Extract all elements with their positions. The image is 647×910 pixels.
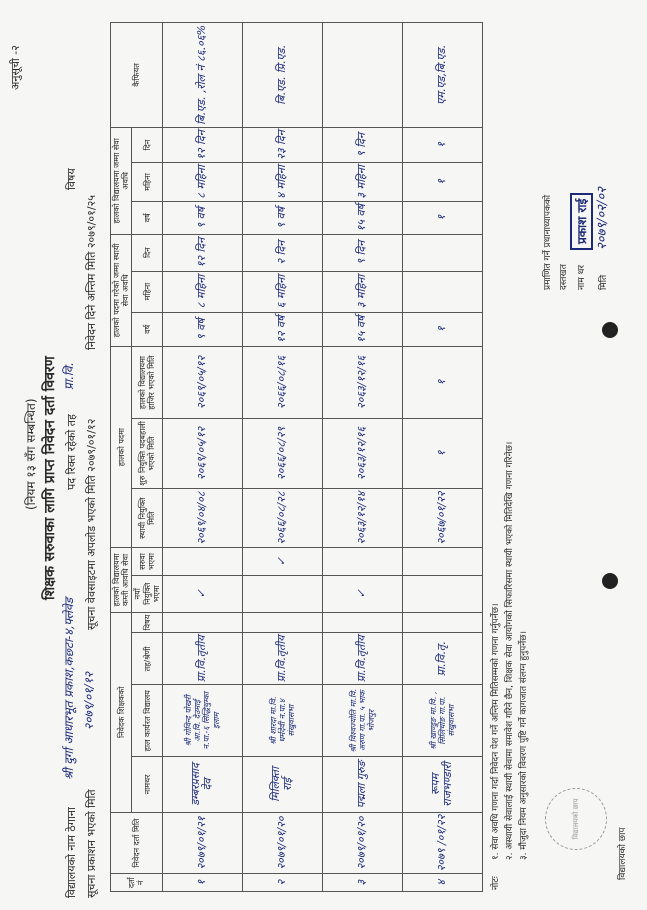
col-school: हाल कार्यरत विद्यालय [132,685,163,757]
cell-d2: ९ दिन [322,127,402,162]
col-month-1: महिना [132,271,163,312]
cell-subject [242,612,322,633]
verifier-name-stamp: प्रकाश राई [570,193,593,250]
rule-reference: (नियम १३ सँग सम्बन्धित) [24,398,38,510]
cell-level: प्रा.वि.तृतीय [162,633,242,685]
cell-transfer: ✓ [242,548,322,576]
cell-first: २०६९/०५/१२ [162,419,242,489]
cell-y1: १२ वर्ष [242,312,322,346]
col-applicant: निवेदक शिक्षकको [111,612,132,812]
col-service: हालको पदमा [111,347,132,548]
form-title: शिक्षक सरुवाका लागि प्राप्त निवेदन दर्ता विवरण [42,356,58,600]
cell-y2: १ [402,201,482,234]
cell-perm: २०६३/१२/१४ [322,488,402,547]
cell-name: मिलिक्ता राई [242,757,322,813]
col-perm: स्थायी नियुक्ति मिति [132,488,163,547]
note-1: १. सेवा अवधि गणना गर्दा निवेदन पेश गर्ने अन्तिम मितिसम्मको गणना गर्नुपर्नेछ। [491,603,501,860]
cell-m2: १ [402,163,482,202]
cell-y2: ९ वर्ष [242,201,322,234]
cell-y1: १ [402,312,482,346]
cell-m2: ३ महिना [322,163,402,202]
cell-perm: २०६९/०४/०८ [162,488,242,547]
cell-sn: ३ [322,874,402,892]
cell-present: २०६९/०५/१२ [162,347,242,419]
col-remark: कैफियत [111,23,163,128]
cell-y2: ९ वर्ष [162,201,242,234]
school-name: श्री दुर्गा आधारभूत प्रकाश,कछ्टा-४,फ्लेवेड [62,597,76,780]
notice-date: २०७९/०१/१२ [82,671,96,730]
cell-date: २०७९/०१/२० [242,812,322,874]
table-row [322,23,402,892]
col-subject: विषय [132,612,163,633]
cell-m1: ३ महिना [322,271,402,312]
cell-d2: २३ दिन [242,127,322,162]
date-label: मिति [599,274,609,290]
cell-m1: ६ महिना [242,271,322,312]
annex-label: अनुसूची -२ [9,45,22,90]
cell-date: २०७९/०१/२१ [162,812,242,874]
notes-title: नोटः [491,876,501,890]
cell-new [242,575,322,612]
note-3: ३. मौजुदा नियम अनुसारको विवरण पुष्टि गर्ने कागजात संलग्न हुनुपर्नेछ। [519,631,529,860]
cell-first: १ [402,419,482,489]
col-year-2: वर्ष [132,201,163,234]
col-year-1: वर्ष [132,312,163,346]
cell-sn: ४ [402,874,482,892]
cell-y1: ९ वर्ष [162,312,242,346]
col-transfer: सरुवा भएमा [132,548,163,576]
col-level: तह/श्रेणी [132,633,163,685]
cell-present: १ [402,347,482,419]
notice-label: सूचना प्रकाशन भएको मिति [85,789,98,898]
cell-school: श्री गोविन्द पोखरी आ.वि. देउमाई न.पा.-६ सिद्धिथुम्का इलाम [162,685,242,757]
school-label: विद्यालयको नाम ठेगाना [65,807,78,898]
cell-remark: बि.एड. ,रोल नं ८६.०६% [162,23,242,128]
cell-remark: बि.एड. प्रि.एड. [242,23,322,128]
col-new: नयाँ नियुक्ति भएमा [132,575,163,612]
table-row [162,23,242,892]
cell-school: श्री शारदा मा.वि. धर्मदेवी न.पा.४ संखुवासभा [242,685,322,757]
cell-level: प्रा.वि.तृतीय [322,633,402,685]
cell-d1: १२ दिन [162,234,242,271]
cell-school: श्री विश्वज्योति मा.वि. अरुण गा.पा. ५ भाक भोजपुर [322,685,402,757]
cell-new: ✓ [322,575,402,612]
cell-new: ✓ [162,575,242,612]
col-duration-school: हालको विद्यालयमा जम्मा सेवा अवधि [111,127,132,234]
cell-transfer [162,548,242,576]
vacancy-label: पद रिक्त रहेको तह [65,414,78,490]
cell-d2: १२ दिन [162,127,242,162]
cell-name: पद्मला गुरुङ [322,757,402,813]
sign-date: २०७९/०२/०२ [595,187,610,250]
cell-transfer [322,548,402,576]
subject-label: विषय [65,168,78,190]
cell-subject [402,612,482,633]
cell-name: डम्बरप्रसाद देव [162,757,242,813]
col-age: हालको विद्यालयमा कम्ती आवधि सेवा [111,548,132,612]
col-name: नामथर [132,757,163,813]
cell-subject [322,612,402,633]
cell-new [402,575,482,612]
note-2: २. अस्थायी सेवालाई स्थायी सेवामा समावेश गरिने छैन, शिक्षक सेवा आयोगको सिफारिसमा स्थायी भएको मितिदेखि गणना गरिनेछ। [505,441,515,860]
cell-y1: १५ वर्ष [322,312,402,346]
cell-m2: ४ महिना [242,163,322,202]
cell-d1: २ दिन [242,234,322,271]
col-first: शुरु नियुक्ति पदबहाली भएको मिति [132,419,163,489]
school-seal-stamp: विद्यालयको छाप [545,788,607,850]
cell-perm: २०६६/०८/२८ [242,488,322,547]
table-row [242,23,322,892]
cell-present: २०६३/१२/१६ [322,347,402,419]
name-label: नाम थर [577,264,587,290]
cell-date: २०७९ /०१/२२ [402,812,482,874]
cell-name: रूपम राजभण्डारी [402,757,482,813]
cell-remark: एम.एड,बि.एड. [402,23,482,128]
cell-sn: २ [242,874,322,892]
cell-school: श्री खाण्डुङ मा.वि. , सिलिचोङ गा.पा. संखुवासभा [402,685,482,757]
col-sn: दर्ता नं [111,874,163,892]
col-day-2: दिन [132,127,163,162]
sign-label: दस्तखत [559,264,569,290]
deadline-text: निवेदन दिने अन्तिम मिति २०७९/०१/२५ [85,194,98,350]
cell-sn: १ [162,874,242,892]
cell-subject [162,612,242,633]
cell-first: २०६६/०८/२९ [242,419,322,489]
verifier-label: प्रमाणित गर्ने प्रधानाध्यापकको [543,194,553,290]
cell-m1 [402,271,482,312]
cell-d1 [402,234,482,271]
cell-d2: १ [402,127,482,162]
cell-y2: १५ वर्ष [322,201,402,234]
cell-transfer [402,548,482,576]
cell-m2: ८ महिना [162,163,242,202]
cell-perm: २०६७/०१/२२ [402,488,482,547]
cell-date: २०७९/०१/२० [322,812,402,874]
col-day-1: दिन [132,234,163,271]
col-duration-cur: हालको पदमा गरेको जम्मा स्थायी सेवा अवधि [111,234,132,346]
cell-d1: ९ दिन [322,234,402,271]
table-row [402,23,482,892]
col-reg-date: निवेदन दर्ता मिति [111,812,163,874]
col-present: हालको विद्यालयमा हाजिर भएको मिति [132,347,163,419]
notice-portal: सूचना वेवसाइटमा अपलोड भएको मिति २०७९/०१/१२ [85,418,98,630]
level-value: प्रा.वि. [62,362,76,390]
cell-remark [322,23,402,128]
cell-m1: ८ महिना [162,271,242,312]
school-seal-label: विद्यालयको छाप [618,827,628,880]
cell-level: प्रा.वि.तृतीय [242,633,322,685]
cell-first: २०६३/१२/१६ [322,419,402,489]
application-register-table [110,22,483,892]
col-month-2: महिना [132,163,163,202]
cell-present: २०६६/०८/१६ [242,347,322,419]
cell-level: प्रा.वि.तृ. [402,633,482,685]
